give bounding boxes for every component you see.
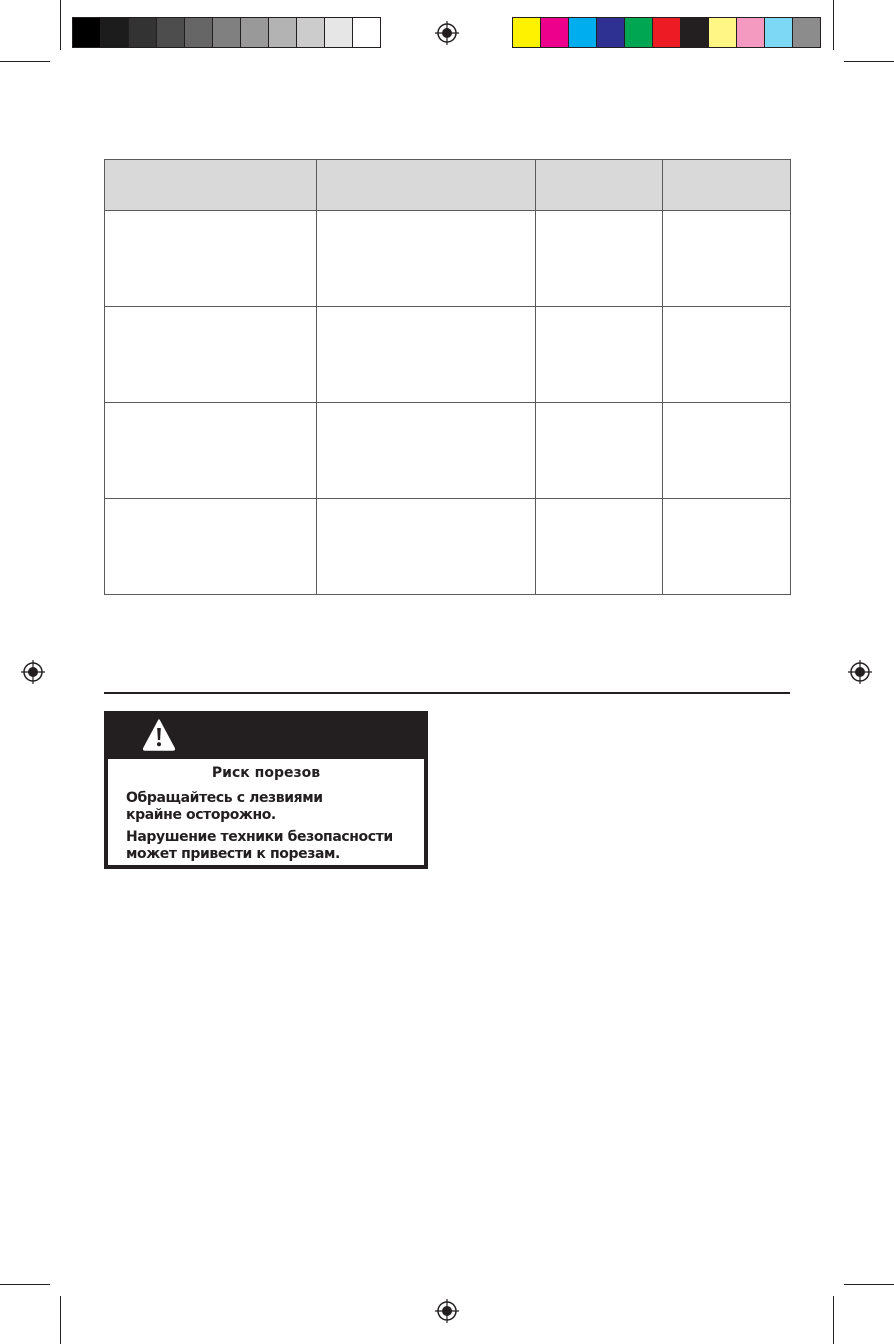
color-swatch (568, 17, 597, 48)
warning-text-line: может привести к порезам. (126, 846, 340, 862)
color-swatch (100, 17, 129, 48)
section-divider (104, 692, 790, 694)
table-cell (105, 211, 317, 307)
color-swatch (680, 17, 709, 48)
table-cell (317, 211, 536, 307)
registration-mark-icon (848, 660, 872, 684)
warning-box (104, 711, 428, 869)
color-swatch (212, 17, 241, 48)
color-swatch (652, 17, 681, 48)
crop-mark (0, 61, 50, 62)
crop-mark (0, 1284, 50, 1285)
color-swatch (708, 17, 737, 48)
color-swatch (764, 17, 793, 48)
table-cell (663, 499, 791, 595)
grayscale-color-bar (72, 17, 380, 48)
table-row (105, 403, 791, 499)
color-swatch (184, 17, 213, 48)
color-swatch (324, 17, 353, 48)
registration-mark-icon (21, 660, 45, 684)
color-swatch (72, 17, 101, 48)
table-row (105, 211, 791, 307)
color-swatch (156, 17, 185, 48)
registration-mark-icon (435, 1299, 459, 1323)
process-color-bar (512, 17, 820, 48)
spec-table (104, 159, 791, 595)
color-swatch (736, 17, 765, 48)
table-cell (105, 403, 317, 499)
table-header-cell (317, 160, 536, 211)
warning-text-line: Обращайтесь с лезвиями (126, 790, 323, 806)
table-cell (663, 403, 791, 499)
warning-triangle-icon (142, 718, 176, 751)
color-swatch (540, 17, 569, 48)
color-swatch (352, 17, 381, 48)
warning-body (108, 759, 424, 865)
color-swatch (792, 17, 821, 48)
table-header-cell (536, 160, 663, 211)
color-swatch (240, 17, 269, 48)
color-swatch (296, 17, 325, 48)
table-header-cell (105, 160, 317, 211)
table-cell (105, 307, 317, 403)
table-cell (663, 307, 791, 403)
table-row (105, 499, 791, 595)
color-swatch (128, 17, 157, 48)
table-header-cell (663, 160, 791, 211)
warning-text-line: Нарушение техники безопасности (126, 829, 393, 845)
warning-title: Риск порезов (211, 765, 321, 781)
table-cell (536, 211, 663, 307)
warning-text-line: крайне осторожно. (126, 807, 276, 823)
table-cell (317, 403, 536, 499)
table-cell (105, 499, 317, 595)
table-row (105, 307, 791, 403)
crop-mark (833, 1296, 834, 1344)
table-cell (536, 403, 663, 499)
crop-mark (60, 1296, 61, 1344)
crop-mark (833, 0, 834, 50)
table-cell (317, 499, 536, 595)
crop-mark (60, 0, 61, 50)
color-swatch (624, 17, 653, 48)
color-swatch (596, 17, 625, 48)
table-header-row (105, 160, 791, 211)
crop-mark (844, 1284, 894, 1285)
warning-header (104, 711, 428, 759)
color-swatch (512, 17, 541, 48)
table-cell (536, 499, 663, 595)
color-swatch (268, 17, 297, 48)
table-cell (536, 307, 663, 403)
crop-mark (844, 61, 894, 62)
registration-mark-icon (435, 21, 459, 45)
table-cell (663, 211, 791, 307)
table-cell (317, 307, 536, 403)
